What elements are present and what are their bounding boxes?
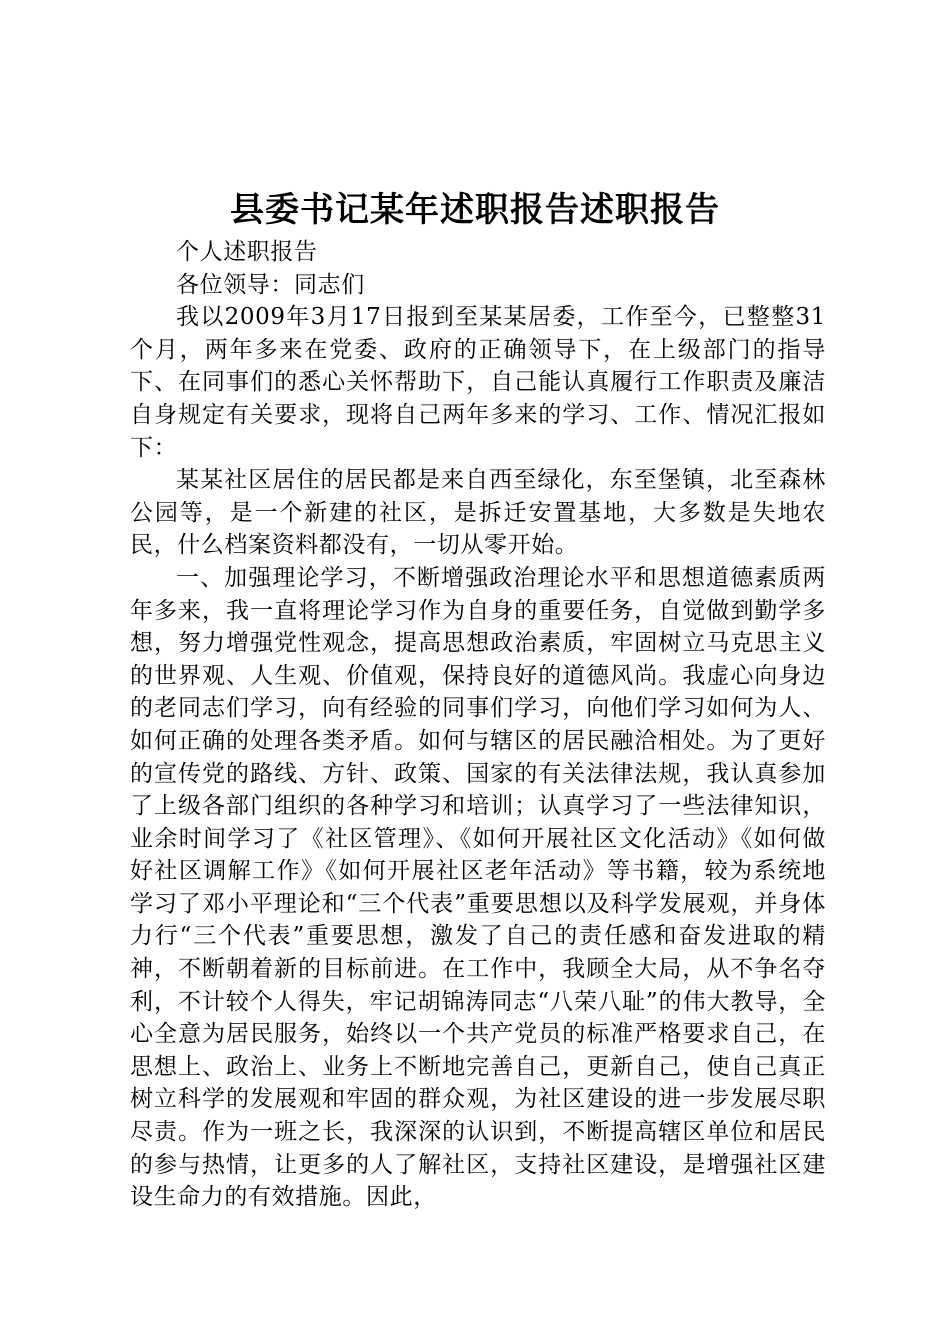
salutation-line: 各位领导：同志们 <box>176 271 365 298</box>
body-paragraph: 某某社区居住的居民都是来自西至绿化，东至堡镇，北至森林公园等，是一个新建的社区，是拆迁安置基地，大多数是失地农民，什么档案资料都没有，一切从零开始。 <box>130 467 826 559</box>
document-title: 县委书记某年述职报告述职报告 <box>230 190 720 230</box>
document-body <box>130 236 826 1214</box>
body-paragraph: 一、加强理论学习，不断增强政治理论水平和思想道德素质两年多来，我一直将理论学习作为自身的重要任务，自觉做到勤学多想，努力增强党性观念，提高思想政治素质，牢固树立马克思主义的世界观、人生观、价值观，保持良好的道德风尚。我虚心向身边的老同志们学习，向有经验的同事们学习，向他们学习如何为人、如何正确的处理各类矛盾。如何与辖区的居民融洽相处。为了更好的宣传党的路线、方针、政策、国家的有关法律法规，我认真参加了上级各部门组织的各种学习和培训；认真学习了一些法律知识，业余时间学习了《社区管理》、《如何开展社区文化活动》《如何做好社区调解工作》《如何开展社区老年活动》等书籍，较为系统地学习了邓小平理论和“三个代表”重要思想以及科学发展观，并身体力行“三个代表”重要思想，激发了自己的责任感和奋发进取的精神，不断朝着新的目标前进。在工作中，我顾全大局，从不争名夺利，不计较个人得失，牢记胡锦涛同志“八荣八耻”的伟大教导，全心全意为居民服务，始终以一个共产党员的标准严格要求自己，在思想上、政治上、业务上不断地完善自己，更新自己，使自己真正树立科学的发展观和牢固的群众观，为社区建设的进一步发展尽职尽责。作为一班之长，我深深的认识到，不断提高辖区单位和居民的参与热情，让更多的人了解社区，支持社区建设，是增强社区建设生命力的有效措施。因此， <box>130 564 826 1211</box>
body-paragraph: 我以2009年3月17日报到至某某居委，工作至今，已整整31个月，两年多来在党委、政府的正确领导下，在上级部门的指导下、在同事们的悉心关怀帮助下，自己能认真履行工作职责及廉洁自身规定有关要求，现将自己两年多来的学习、工作、情况汇报如下： <box>130 304 826 461</box>
subtitle-line: 个人述职报告 <box>176 239 318 265</box>
